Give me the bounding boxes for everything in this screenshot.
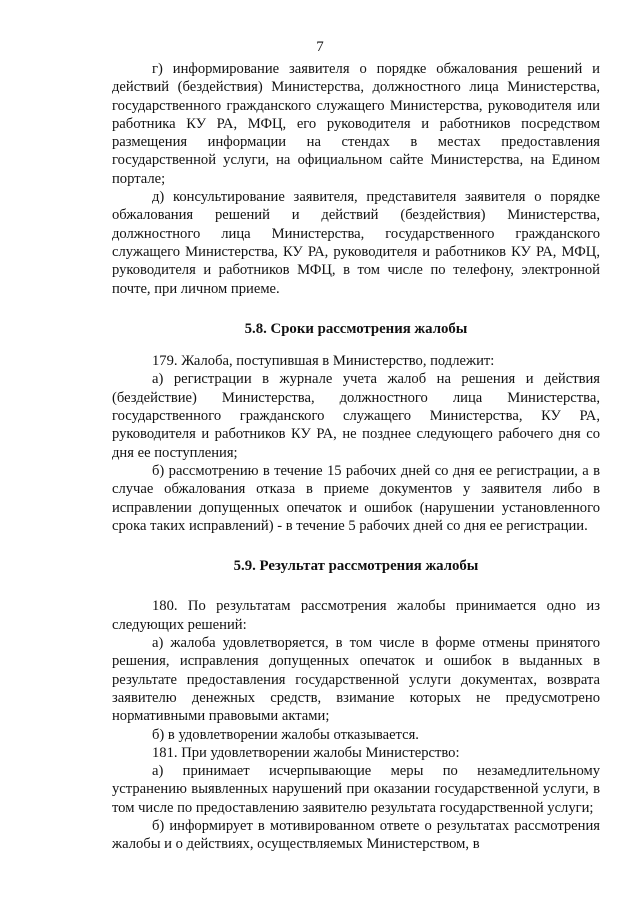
paragraph-181-b: б) информирует в мотивированном ответе о результатах рассмотрения жалобы и о действиях, осуществляемых Министерством, в	[112, 817, 600, 853]
paragraph-181-a: а) принимает исчерпывающие меры по незамедлительному устранению выявленных нарушений при оказании государственной услуги, в том числе по предоставлению заявителю результата государственной услуги;	[112, 763, 600, 816]
page-number: 7	[316, 39, 324, 55]
paragraph-informing: г) информирование заявителя о порядке обжалования решений и действий (бездействия) Министерства, должностного лица Министерства, государственного гражданского служащего Министерства, руководителя или работника КУ РА, МФЦ, его руководителя и работников посредством размещения информации на стендах в местах предоставления государственной услуги, на официальном сайте Министерства, на Едином портале;	[112, 61, 600, 187]
paragraph-181: 181. При удовлетворении жалобы Министерство:	[152, 744, 460, 761]
paragraph-179: 179. Жалоба, поступившая в Министерство, подлежит:	[152, 353, 495, 370]
section-heading-5-8: 5.8. Сроки рассмотрения жалобы	[244, 320, 468, 337]
paragraph-180-a: а) жалоба удовлетворяется, в том числе в форме отмены принятого решения, исправления допущенных опечаток и ошибок в выданных в результате предоставления государственной услуги документах, возврата заявителю денежных средств, взимание которых не предусмотрено нормативными правовыми актами;	[112, 635, 600, 725]
paragraph-consulting: д) консультирование заявителя, представителя заявителя о порядке обжалования решений и действий (бездействия) Министерства, должностного лица Министерства, государственного гражданского служащего Министерства, КУ РА, руководителя и работников КУ РА, МФЦ, руководителя и работников МФЦ, в том числе по телефону, электронной почте, при личном приеме.	[112, 189, 600, 297]
section-heading-5-9: 5.9. Результат рассмотрения жалобы	[233, 558, 479, 575]
paragraph-179-a: а) регистрации в журнале учета жалоб на решения и действия (бездействие) Министерства, должностного лица Министерства, государственного гражданского служащего Министерства, КУ РА, руководителя и работников КУ РА, не позднее следующего рабочего дня со дня ее поступления;	[112, 371, 600, 461]
paragraph-180-b: б) в удовлетворении жалобы отказывается.	[152, 726, 419, 743]
paragraph-180: 180. По результатам рассмотрения жалобы принимается одно из следующих решений:	[112, 598, 600, 633]
paragraph-179-b: б) рассмотрению в течение 15 рабочих дней со дня ее регистрации, а в случае обжалования отказа в приеме документов у заявителя либо в исправлении допущенных опечаток и ошибок (нарушении установленного срока таких исправлений) - в течение 5 рабочих дней со дня ее регистрации.	[112, 462, 600, 534]
document-body	[112, 60, 600, 854]
